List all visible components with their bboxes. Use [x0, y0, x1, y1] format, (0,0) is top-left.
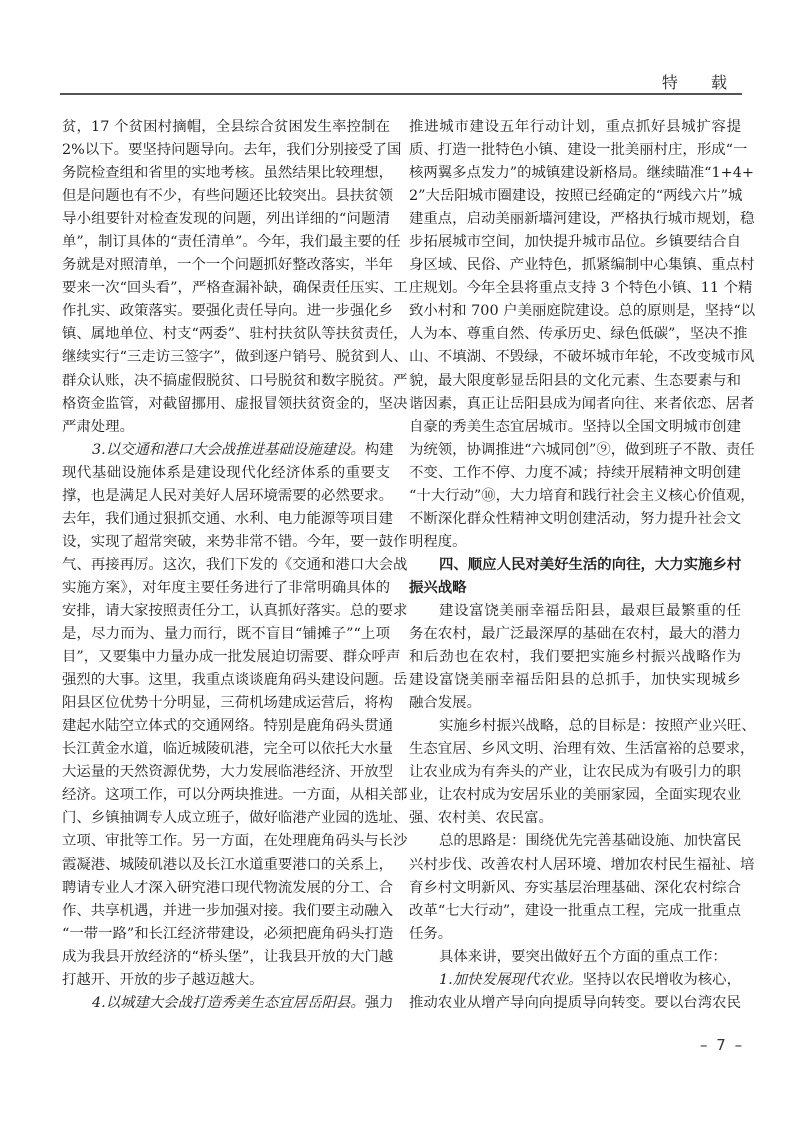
text-line [409, 623, 741, 646]
text-line [409, 600, 741, 623]
text-line [62, 323, 408, 346]
line-text: 阳县区位优势十分明显，三荷机场建成运营后，将构 [62, 695, 393, 712]
line-text: 总的思路是：围绕优先完善基础设施、加快富民 [439, 833, 742, 850]
text-line [409, 116, 741, 139]
text-line [409, 992, 741, 1015]
line-text: 务就是对照清单，一个一个问题抓好整改落实，半年 [62, 257, 393, 274]
text-line [62, 646, 401, 669]
line-text: 业，让农村成为安居乐业的美丽家园，全面实现农业 [409, 787, 741, 804]
line-text: 霞凝港、城陵矶港以及长江水道重要港口的关系上， [62, 856, 393, 873]
line-text: 自豪的秀美生态宜居城市。坚持以全国文明城市创建 [409, 418, 741, 435]
section-heading-line [409, 577, 741, 600]
line-text: 不断深化群众性精神文明创建活动，努力提升社会文 [409, 510, 741, 527]
text-line [409, 462, 741, 485]
line-text: 融合发展。 [409, 695, 481, 712]
line-text: 身区域、民俗、产业特色，抓紧编制中心集镇、重点村 [409, 257, 755, 274]
line-text: 让农业成为有奔头的产业，让农民成为有吸引力的职 [409, 764, 741, 781]
text-line [62, 577, 390, 600]
line-text: 严肃处理。 [62, 418, 134, 435]
section-heading-line [409, 554, 741, 577]
text-line [409, 784, 741, 807]
line-text: 务院检查组和省里的实地考核。虽然结果比较理想， [62, 165, 393, 182]
line-text: 大运量的天然资源优势，大力发展临港经济、开放型 [62, 764, 393, 781]
left-column [62, 116, 408, 1015]
line-text: 气、再接再厉。这次，我们下发的《交通和港口大会战 [62, 556, 408, 573]
subsection-title: 4.以城建大会战打造秀美生态宜居岳阳县。 [92, 994, 365, 1011]
line-text: 致小村和 700 户美丽庭院建设。总的原则是，坚持“以 [409, 303, 756, 320]
text-line [409, 416, 741, 439]
text-line [62, 393, 408, 416]
text-line [62, 416, 390, 439]
right-column [409, 116, 756, 1015]
text-line [62, 231, 401, 254]
text-line [409, 900, 741, 923]
line-text: 四、顺应人民对美好生活的向往，大力实施乡村 [439, 556, 742, 573]
text-line [62, 692, 393, 715]
text-line [409, 346, 755, 369]
text-line [409, 370, 741, 393]
line-text: 不变、工作不停、力度不减；持续开展精神文明创建 [409, 464, 741, 481]
text-line [409, 715, 756, 738]
line-text: 具体来讲，要突出做好五个方面的重点工作： [439, 948, 727, 965]
line-text: 实施方案》，对年度主要任务进行了非常明确具体的 [62, 579, 390, 596]
text-line [62, 669, 408, 692]
text-line [62, 162, 393, 185]
text-line [62, 346, 408, 369]
text-line [409, 254, 755, 277]
line-text: 继续实行“三走访三签字”，做到逐户销号、脱贫到人、 [62, 349, 408, 366]
line-text: 建重点，启动美丽新墙河建设，严格执行城市规划，稳 [409, 211, 755, 228]
line-text: 贫，17 个贫困村摘帽，全县综合贫困发生率控制在 [62, 119, 390, 135]
line-text: 成为我县开放经济的“桥头堡”，让我县开放的大门越 [62, 948, 394, 965]
text-line [409, 830, 741, 853]
line-text: 2”大岳阳城市圈建设，按照已经确定的“两线六片”城 [409, 188, 743, 205]
line-text: 步拓展城市空间，加快提升城市品位。乡镇要结合自 [409, 234, 741, 251]
text-line [409, 393, 755, 416]
line-text: 坚持以农民增收为核心， [582, 971, 741, 988]
line-text: 但是问题也有不少，有些问题还比较突出。县扶贫领 [62, 188, 393, 205]
subsection-title: 1.加快发展现代农业。 [439, 971, 583, 988]
text-line [409, 969, 741, 992]
line-text: 作扎实、政策落实。要强化责任导向。进一步强化乡 [62, 303, 393, 320]
text-line [409, 761, 741, 784]
line-text: 实施乡村振兴战略，总的目标是：按照产业兴旺、 [439, 718, 756, 735]
line-text: 育乡村文明新风、夯实基层治理基础、深化农村综合 [409, 879, 741, 896]
text-line [62, 715, 393, 738]
line-text: 立项、审批等工作。另一方面，在处理鹿角码头与长沙 [62, 833, 408, 850]
text-line [62, 992, 394, 1015]
text-line [62, 923, 394, 946]
line-text: 核两翼多点发力”的城镇建设新格局。继续瞄准“1+4+ [409, 165, 754, 182]
line-text: “一带一路”和长江经济带建设，必须把鹿角码头打造 [62, 925, 394, 942]
text-line [62, 623, 390, 646]
text-line [409, 531, 741, 554]
text-line [62, 300, 393, 323]
line-text: 群众认账，决不搞虚假脱贫、口号脱贫和数字脱贫。严 [62, 372, 408, 389]
line-text: 强烈的大事。这里，我重点谈谈鹿角码头建设问题。岳 [62, 672, 408, 689]
text-line [62, 254, 393, 277]
line-text: 建设富饶美丽幸福岳阳县，最艰巨最繁重的任 [439, 602, 741, 619]
line-text: 设，实现了超常突破，来势非常不错。今年，要一鼓作 [62, 533, 408, 550]
line-text: 改革“七大行动”，建设一批重点工程，完成一批重点 [409, 902, 741, 919]
line-text: 撑，也是满足人民对美好人居环境需要的必然要求。 [62, 487, 393, 504]
text-line [62, 969, 390, 992]
text-line [62, 508, 393, 531]
text-line [62, 116, 390, 139]
text-line [409, 854, 755, 877]
text-line [409, 231, 741, 254]
line-text: 兴村步伐、改善农村人居环境、增加农村民生福祉、培 [409, 856, 755, 873]
text-line [62, 277, 408, 300]
text-line [62, 807, 408, 830]
text-line [62, 830, 408, 853]
text-line [62, 185, 393, 208]
line-text: 构建 [364, 441, 394, 458]
line-text: 强、农村美、农民富。 [409, 810, 553, 827]
text-line [62, 531, 408, 554]
line-text: 格资金监管，对截留挪用、虚报冒领扶贫资金的，坚决 [62, 395, 408, 412]
line-text: 人为本、尊重自然、传承历史、绿色低碳”，坚决不推 [409, 326, 748, 343]
line-text: 谐因素，真正让岳阳县成为闻者向往、来者依恋、居者 [409, 395, 755, 412]
line-text: 打越开、开放的步子越迈越大。 [62, 971, 264, 988]
text-line [62, 208, 390, 231]
line-text: 聘请专业人才深入研究港口现代物流发展的分工、合 [62, 879, 393, 896]
line-text: 单”，制订具体的“责任清单”。今年，我们最主要的任 [62, 234, 401, 251]
text-line [409, 139, 748, 162]
line-text: 2%以下。要坚持问题导向。去年，我们分别接受了国 [62, 142, 402, 159]
line-text: 安排，请大家按照责任分工，认真抓好落实。总的要求 [62, 602, 408, 619]
text-line [62, 784, 408, 807]
text-line [409, 877, 741, 900]
text-line [409, 300, 756, 323]
line-text: 山、不填湖、不毁绿，不破坏城市年轮，不改变城市风 [409, 349, 755, 366]
line-text: 目”，又要集中力量办成一批发展迫切需要、群众呼声 [62, 649, 401, 666]
line-text: 经济。这项工作，可以分两块推进。一方面，从相关部 [62, 787, 408, 804]
line-text: 导小组要针对检查发现的问题，列出详细的“问题清 [62, 211, 390, 228]
text-line [62, 854, 393, 877]
text-line [409, 439, 755, 462]
text-line [409, 508, 741, 531]
line-text: 现代基础设施体系是建设现代化经济体系的重要支 [62, 464, 390, 481]
text-line [62, 462, 390, 485]
line-text: 庄规划。今年全县将重点支持 3 个特色小镇、11 个精 [409, 280, 753, 297]
line-text: 为统领，协调推进“六城同创”⑨，做到班子不散、责任 [409, 441, 755, 458]
subsection-title: 3.以交通和港口大会战推进基础设施建设。 [92, 441, 365, 458]
line-text: 是，尽力而为、量力而行，既不盲目“铺摊子”“上项 [62, 626, 390, 643]
text-line [409, 807, 741, 830]
text-line [409, 669, 741, 692]
line-text: 长江黄金水道，临近城陵矶港，完全可以依托大水量 [62, 741, 393, 758]
line-text: 去年，我们通过狠抓交通、水利、电力能源等项目建 [62, 510, 393, 527]
text-line [62, 554, 408, 577]
text-line [62, 900, 393, 923]
text-line [409, 646, 741, 669]
text-line [62, 877, 393, 900]
line-text: 推动农业从增产导向向提质导向转变。要以台湾农民 [409, 994, 741, 1011]
line-text: 明程度。 [409, 533, 467, 550]
line-text: 作、共享机遇，并进一步加强对接。我们要主动融入 [62, 902, 393, 919]
text-line [62, 485, 393, 508]
line-text: 门、乡镇抽调专人成立班子，做好临港产业园的选址、 [62, 810, 408, 827]
text-line [409, 946, 741, 969]
line-text: 务在农村，最广泛最深厚的基础在农村，最大的潜力 [409, 626, 741, 643]
line-text: 要来一次“回头看”，严格查漏补缺，确保责任压实、工 [62, 280, 408, 297]
line-text: 镇、属地单位、村支“两委”、驻村扶贫队等扶贫责任， [62, 326, 408, 343]
text-line [409, 185, 741, 208]
line-text: “十大行动”⑩，大力培育和践行社会主义核心价值观， [409, 487, 755, 504]
text-line [62, 439, 394, 462]
text-line [62, 761, 393, 784]
text-line [409, 277, 753, 300]
text-line [409, 323, 748, 346]
line-text: 振兴战略 [409, 579, 467, 596]
text-line [62, 738, 393, 761]
line-text: 建设富饶美丽幸福岳阳县的总抓手，加快实现城乡 [409, 672, 741, 689]
line-text: 貌，最大限度彰显岳阳县的文化元素、生态要素与和 [409, 372, 741, 389]
text-line [409, 738, 755, 761]
text-line [409, 162, 754, 185]
line-text: 强力 [364, 994, 394, 1011]
line-text: 推进城市建设五年行动计划，重点抓好县城扩容提 [409, 119, 741, 135]
page-number: – 7 – [700, 1036, 745, 1054]
line-text: 建起水陆空立体式的交通网络。特别是鹿角码头贯通 [62, 718, 393, 735]
line-text: 生态宜居、乡风文明、治理有效、生活富裕的总要求， [409, 741, 755, 758]
text-line [62, 600, 408, 623]
text-line [409, 485, 755, 508]
line-text: 和后劲也在农村，我们要把实施乡村振兴战略作为 [409, 649, 741, 666]
header-rule [60, 93, 742, 95]
text-line [62, 139, 402, 162]
text-line [62, 370, 408, 393]
text-line [409, 923, 741, 946]
text-line [62, 946, 394, 969]
section-label: 特 载 [661, 73, 741, 92]
text-line [409, 692, 741, 715]
text-line [409, 208, 755, 231]
line-text: 任务。 [409, 925, 453, 942]
line-text: 质、打造一批特色小镇、建设一批美丽村庄，形成“一 [409, 142, 748, 159]
